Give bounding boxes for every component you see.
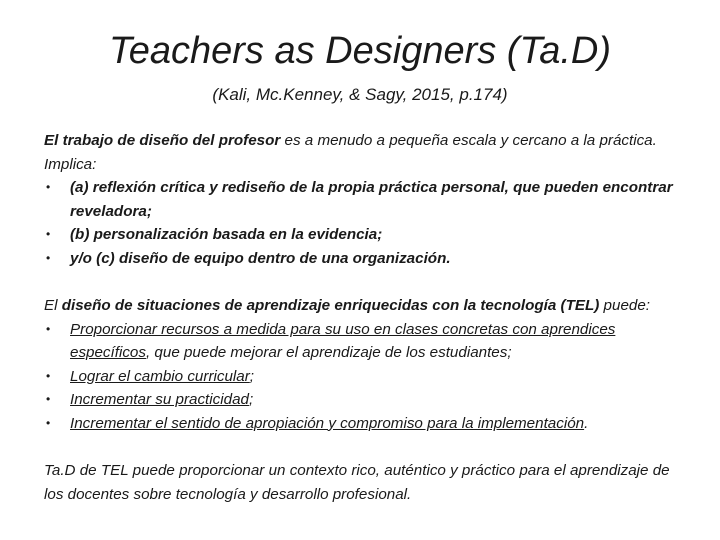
list-item-underlined: Lograr el cambio curricular	[70, 367, 250, 385]
list-item-underlined: Incrementar su practicidad	[70, 391, 249, 408]
list-item	[44, 223, 684, 247]
list-item-rest: ;	[248, 391, 254, 408]
bullet-icon: •	[46, 250, 51, 265]
list-item	[44, 318, 684, 365]
bullet-icon: •	[46, 392, 51, 406]
bullet-icon: •	[46, 321, 51, 336]
section1-intro-rest: es a menudo a pequeña escala y cercano a la práctica. Implica:	[44, 132, 657, 173]
section2-intro-post: puede:	[599, 297, 651, 314]
section1-list	[44, 176, 684, 270]
list-item-rest: ;	[249, 367, 255, 385]
list-item	[44, 388, 684, 412]
list-item-text: y/o (c) diseño de equipo dentro de una organización.	[70, 249, 451, 267]
bullet-icon: •	[46, 368, 51, 383]
list-item	[44, 247, 684, 271]
slide-body	[44, 129, 684, 506]
list-item-rest: , que puede mejorar el aprendizaje de los estudiantes;	[145, 344, 512, 361]
section2-intro-pre: El	[44, 297, 62, 314]
closing-paragraph: Ta.D de TEL puede proporcionar un contexto rico, auténtico y práctico para el aprendizaje de los docentes sobre tecnología y desarrollo profesional.	[44, 462, 670, 503]
section2-list	[44, 318, 684, 436]
slide-subtitle-citation: (Kali, Mc.Kenney, & Sagy, 2015, p.174)	[212, 85, 508, 104]
list-item-text: (a) reflexión crítica y rediseño de la propia práctica personal, que pueden encontrar reveladora;	[70, 179, 673, 220]
slide-title: Teachers as Designers (Ta.D)	[109, 30, 611, 72]
section1-intro	[44, 129, 684, 176]
section2-intro-bold: diseño de situaciones de aprendizaje enriquecidas con la tecnología (TEL)	[61, 297, 600, 314]
list-item-underlined: Proporcionar recursos a medida para su uso en clases concretas con aprendices específicos	[70, 320, 616, 361]
bullet-icon: •	[46, 415, 51, 430]
list-item	[44, 365, 684, 389]
list-item-text: (b) personalización basada en la evidencia;	[70, 226, 383, 243]
bullet-icon: •	[46, 180, 51, 194]
section1-intro-bold: El trabajo de diseño del profesor	[44, 132, 281, 149]
section2-intro	[44, 294, 684, 318]
list-item	[44, 176, 684, 223]
bullet-icon: •	[46, 227, 51, 241]
list-item	[44, 412, 684, 436]
list-item-underlined: Incrementar el sentido de apropiación y compromiso para la implementación	[70, 414, 585, 432]
list-item-rest: .	[584, 414, 589, 432]
